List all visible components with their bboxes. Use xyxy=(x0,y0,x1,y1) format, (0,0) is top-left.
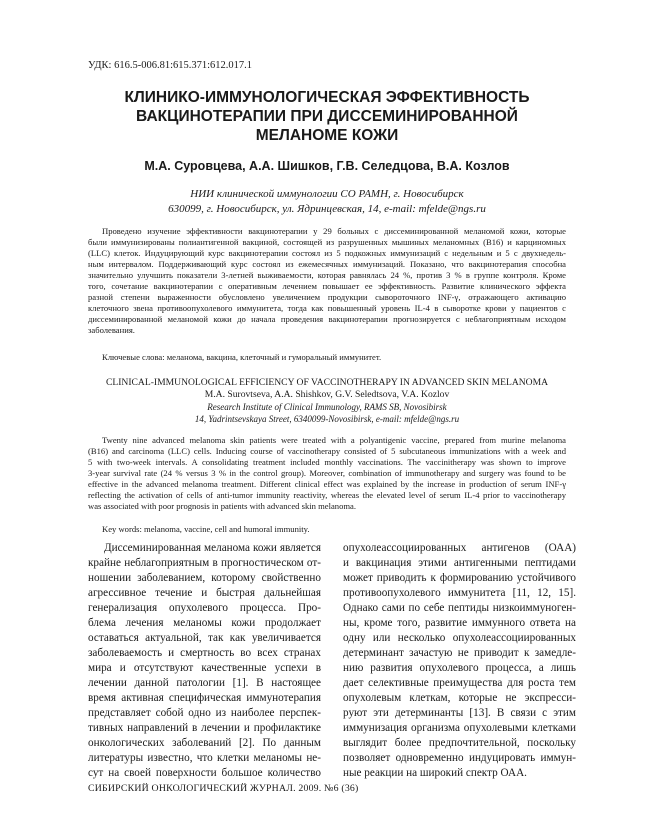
abstract-line: ным интервалом. Поддерживающий курс состоял из ежемесячных иммунизаций. Показано, что вакцинотерапия способна xyxy=(88,259,566,269)
body-line: одну или несколько опухолеассоциированных xyxy=(343,632,576,644)
affiliation-line: 630099, г. Новосибирск, ул. Ядринцевская, 14, e-mail: mfelde@ngs.ru xyxy=(168,203,486,215)
body-line: тивных направлений в лечении и профилактике xyxy=(88,722,321,734)
title-line: МЕЛАНОМЕ КОЖИ xyxy=(255,127,399,144)
journal-footer: СИБИРСКИЙ ОНКОЛОГИЧЕСКИЙ ЖУРНАЛ. 2009. №6 (36) xyxy=(88,783,359,794)
body-line: мира и отсутствуют качественные успехи в xyxy=(88,662,321,674)
body-line: опухолеассоциированных антигенов (ОАА) xyxy=(343,542,576,554)
body-line: и вакцинация этими антигенными пептидами xyxy=(343,557,576,569)
body-line: ные реакции на широкий спектр ОАА. xyxy=(343,767,527,779)
body-line: ношении заболеванием, которому свойственно xyxy=(88,572,321,584)
abstract-ru xyxy=(88,226,566,336)
abstract-line: диссеминированной меланомой кожи до начала проведения вакцинотерапии прогнозируется с неблагоприятным исходом xyxy=(88,314,566,324)
title-line: КЛИНИКО-ИММУНОЛОГИЧЕСКАЯ ЭФФЕКТИВНОСТЬ xyxy=(124,89,530,106)
abstract-line: заболевания. xyxy=(88,325,135,335)
body-line: иммунизация организма опухолевыми клетками xyxy=(343,722,576,734)
abstract-line: (B16) and carcinoma (LLC) cells. Inducing course of vaccinotherapy consisted of 5 subcutaneous immunizations with a week and xyxy=(88,446,566,456)
body-line: генерализация опухолевого процесса. Про- xyxy=(88,602,321,614)
body-line: руют эти детерминанты [13]. В связи с этим xyxy=(343,707,576,719)
body-line: Однако сами по себе пептиды низкоиммуноген- xyxy=(343,602,576,614)
body-line: агрессивное течение и быстрая дальнейшая xyxy=(88,587,321,599)
english-title: CLINICAL-IMMUNOLOGICAL EFFICIENCY OF VACCINOTHERAPY IN ADVANCED SKIN MELANOMA xyxy=(105,377,549,388)
abstract-line: effective in the advanced melanoma treatment. Different clinical effect was explained by the increase in production of serum INF-γ xyxy=(88,479,566,489)
keywords-ru: Ключевые слова: меланома, вакцина, клеточный и гуморальный иммунитет. xyxy=(102,352,382,362)
affiliation-line: НИИ клинической иммунологии СО РАМН, г. Новосибирск xyxy=(190,188,464,200)
body-line: литературы известно, что клетки меланомы не- xyxy=(88,752,321,764)
abstract-en xyxy=(88,435,566,512)
title-line: ВАКЦИНОТЕРАПИИ ПРИ ДИССЕМИНИРОВАННОЙ xyxy=(136,108,518,125)
abstract-line: того, сочетание вакцинотерапии с оперативным лечением повышает ее эффективность. Развитие клинического эффекта xyxy=(88,281,566,291)
body-line: онкологических заболеваний [2]. По данным xyxy=(88,737,321,749)
body-line: позволяет одновременно индуцировать иммун- xyxy=(343,752,576,764)
body-line: лечении данной патологии [1]. В настоящее xyxy=(88,677,321,689)
abstract-line: 5 with two-week intervals. A consolidating treatment included monthly vaccinations. The vaccinitherapy was shown to improve xyxy=(88,457,566,467)
article-title xyxy=(88,88,566,145)
body-line: оставаться актуальной, так как увеличивается xyxy=(88,632,321,644)
english-affiliation-line: Research Institute of Clinical Immunology, RAMS SB, Novosibirsk xyxy=(207,402,447,412)
body-line: нию развития опухолевого процесса, а лишь xyxy=(343,662,576,674)
abstract-line: были иммунизированы полиантигенной вакциной, состоящей из разрушенных мышиных меланомных (B16) и карциномных xyxy=(88,237,566,247)
english-authors: M.A. Surovtseva, A.A. Shishkov, G.V. Seledtsova, V.A. Kozlov xyxy=(204,389,450,400)
english-affiliation-line: 14, Yadrintsevskaya Street, 6340099-Novosibirsk, e-mail: mfelde@ngs.ru xyxy=(194,414,460,424)
body-line: противоопухолевого иммунитета [11, 12, 15]. xyxy=(343,587,576,599)
abstract-line: 3-year survival rate (24 % versus 3 % in the control group). Moreover, combination of immunotherapy and surgery was found to be xyxy=(88,468,566,478)
body-line: детерминант зачастую не приводит к замедле- xyxy=(343,647,576,659)
body-line: Диссеминированная меланома кожи является xyxy=(104,542,321,554)
keywords-en: Key words: melanoma, vaccine, cell and humoral immunity. xyxy=(102,524,310,534)
abstract-line: was associated with poor prognosis in patients with advanced skin melanoma. xyxy=(88,501,357,511)
abstract-line: Проведено изучение эффективности вакцинотерапии у 29 больных с диссеминированной меланомой кожи, которые xyxy=(102,226,566,236)
body-line: выглядит более предпочтительной, поскольку xyxy=(343,737,576,749)
abstract-line: значительно улучшить показатели 3-летней выживаемости, которая равнялась 24 %, против 3 % в группе контроля. Кроме xyxy=(88,270,566,280)
affiliation xyxy=(88,187,566,217)
body-column-left xyxy=(88,541,321,781)
udk-code: УДК: 616.5-006.81:615.371:612.017.1 xyxy=(88,60,253,71)
abstract-line: (LLC) клеток. Индуцирующий курс вакцинотерапии состоял из 5 подкожных иммунизаций с недельным и 5 с двухнедель- xyxy=(88,248,566,258)
body-line: ны, кроме того, развитие иммунного ответа на xyxy=(343,617,576,629)
body-line: блема лечения меланомы кожи продолжает xyxy=(88,617,321,629)
abstract-line: разной степени выраженности обусловлено увеличением продукции сывороточного INF-γ, отражающего активацию xyxy=(88,292,566,302)
body-column-right xyxy=(343,541,576,781)
body-line: опухолевым клеткам, которые не экспресси- xyxy=(343,692,576,704)
body-line: крайне неблагоприятным в прогностическом от- xyxy=(88,557,321,569)
body-line: заболеваемость и смертность во всех странах xyxy=(88,647,321,659)
english-header xyxy=(88,377,566,425)
authors: М.А. Суровцева, А.А. Шишков, Г.В. Селедцова, В.А. Козлов xyxy=(144,159,510,173)
abstract-line: reflecting the activation of cells of anti-tumor immunity reactivity, whereas the elevated level of serum IL-4 prior to vaccinotherapy xyxy=(88,490,566,500)
abstract-line: Twenty nine advanced melanoma skin patients were treated with a polyantigenic vaccine, prepared from murine melanoma xyxy=(102,435,566,445)
body-line: может приводить к формированию устойчивого xyxy=(343,572,576,584)
body-line: дает селективные преимущества для роста тем xyxy=(343,677,576,689)
body-line: время активная специфическая иммунотерапия xyxy=(88,692,321,704)
abstract-line: клеточного звена противоопухолевого иммунитета, тогда как повышенный уровень IL-4 в сыворотке крови у пациентов с xyxy=(88,303,566,313)
body-line: представляет собой одно из наиболее перспек- xyxy=(88,707,321,719)
body-line: сут на своей поверхности большое количество xyxy=(88,767,321,779)
